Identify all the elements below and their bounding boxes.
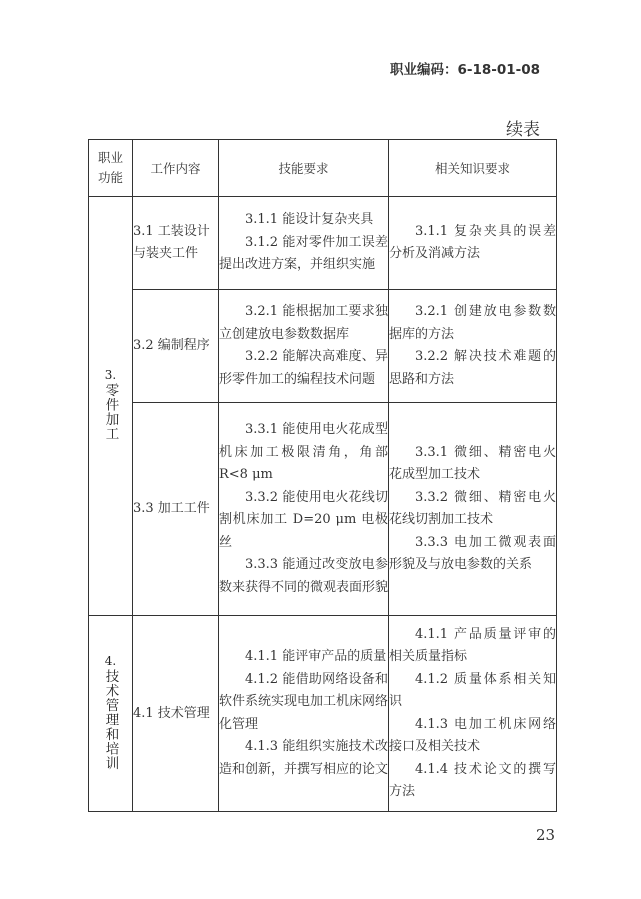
header-skills: 技能要求 bbox=[219, 140, 389, 197]
table-header-row bbox=[89, 140, 557, 197]
skill-item: 3.2.2 能解决高难度、异形零件加工的编程技术问题 bbox=[219, 349, 388, 387]
knowledge-cell bbox=[389, 403, 557, 616]
header-content: 工作内容 bbox=[133, 140, 219, 197]
knowledge-item: 4.1.4 技术论文的撰写方法 bbox=[389, 761, 556, 799]
knowledge-item: 4.1.3 电加工机床网络接口及相关技术 bbox=[389, 716, 556, 754]
function-name: 零件加工 bbox=[102, 383, 119, 441]
skills-cell bbox=[219, 197, 389, 290]
skill-item: 3.1.2 能对零件加工误差提出改进方案，并组织实施 bbox=[219, 234, 388, 273]
content-cell: 3.1 工装设计与装夹工件 bbox=[133, 197, 219, 290]
table-row bbox=[89, 616, 557, 812]
header-function bbox=[89, 140, 133, 197]
skill-item: 3.1.1 能设计复杂夹具 bbox=[245, 212, 374, 228]
table-row bbox=[89, 403, 557, 616]
knowledge-item: 3.3.2 微细、精密电火花线切割加工技术 bbox=[389, 489, 556, 527]
knowledge-item: 3.3.1 微细、精密电火花成型加工技术 bbox=[389, 444, 556, 482]
function-number: 3. bbox=[104, 368, 117, 382]
skill-item: 3.3.1 能使用电火花成型机床加工极限清角，角部 R<8 μm bbox=[219, 422, 388, 482]
skill-item: 4.1.3 能组织实施技术改造和创新，并撰写相应的论文 bbox=[219, 739, 389, 777]
function-name: 技术管理和培训 bbox=[102, 668, 119, 771]
skill-requirements-table bbox=[88, 139, 557, 812]
header-knowledge: 相关知识要求 bbox=[389, 140, 557, 197]
skills-cell bbox=[219, 616, 389, 812]
table-row bbox=[89, 197, 557, 290]
knowledge-cell bbox=[389, 197, 557, 290]
continued-label: 续表 bbox=[506, 120, 540, 140]
skill-item: 3.2.1 能根据加工要求独立创建放电参数数据库 bbox=[219, 304, 388, 342]
skills-cell bbox=[219, 403, 389, 616]
function-cell-3 bbox=[89, 197, 133, 616]
content-cell: 3.3 加工工件 bbox=[133, 403, 219, 616]
knowledge-item: 4.1.2 质量体系相关知识 bbox=[389, 671, 556, 709]
function-number: 4. bbox=[104, 653, 117, 668]
skill-item: 3.3.3 能通过改变放电参数来获得不同的微观表面形貌 bbox=[219, 557, 389, 595]
skill-item: 4.1.1 能评审产品的质量 bbox=[245, 649, 387, 664]
knowledge-cell bbox=[389, 290, 557, 403]
header-function-label: 职业 功能 bbox=[97, 150, 123, 185]
skill-item: 4.1.2 能借助网络设备和软件系统实现电加工机床网络化管理 bbox=[219, 671, 389, 732]
knowledge-item: 3.2.2 解决技术难题的思路和方法 bbox=[389, 349, 556, 387]
skills-cell bbox=[219, 290, 389, 403]
knowledge-item: 3.3.3 电加工微观表面形貌及与放电参数的关系 bbox=[389, 534, 556, 572]
skill-item: 3.3.2 能使用电火花线切割机床加工 D=20 μm 电极丝 bbox=[219, 489, 388, 550]
function-cell-4 bbox=[89, 616, 133, 812]
knowledge-item: 3.1.1 复杂夹具的误差分析及消减方法 bbox=[389, 223, 556, 261]
knowledge-cell bbox=[389, 616, 557, 812]
content-cell: 3.2 编制程序 bbox=[133, 290, 219, 403]
page-number: 23 bbox=[536, 826, 556, 844]
occupation-code: 职业编码：6-18-01-08 bbox=[390, 62, 541, 78]
knowledge-item: 3.2.1 创建放电参数数据库的方法 bbox=[389, 304, 556, 342]
table-row bbox=[89, 290, 557, 403]
content-cell: 4.1 技术管理 bbox=[133, 616, 219, 812]
knowledge-item: 4.1.1 产品质量评审的相关质量指标 bbox=[389, 626, 556, 664]
